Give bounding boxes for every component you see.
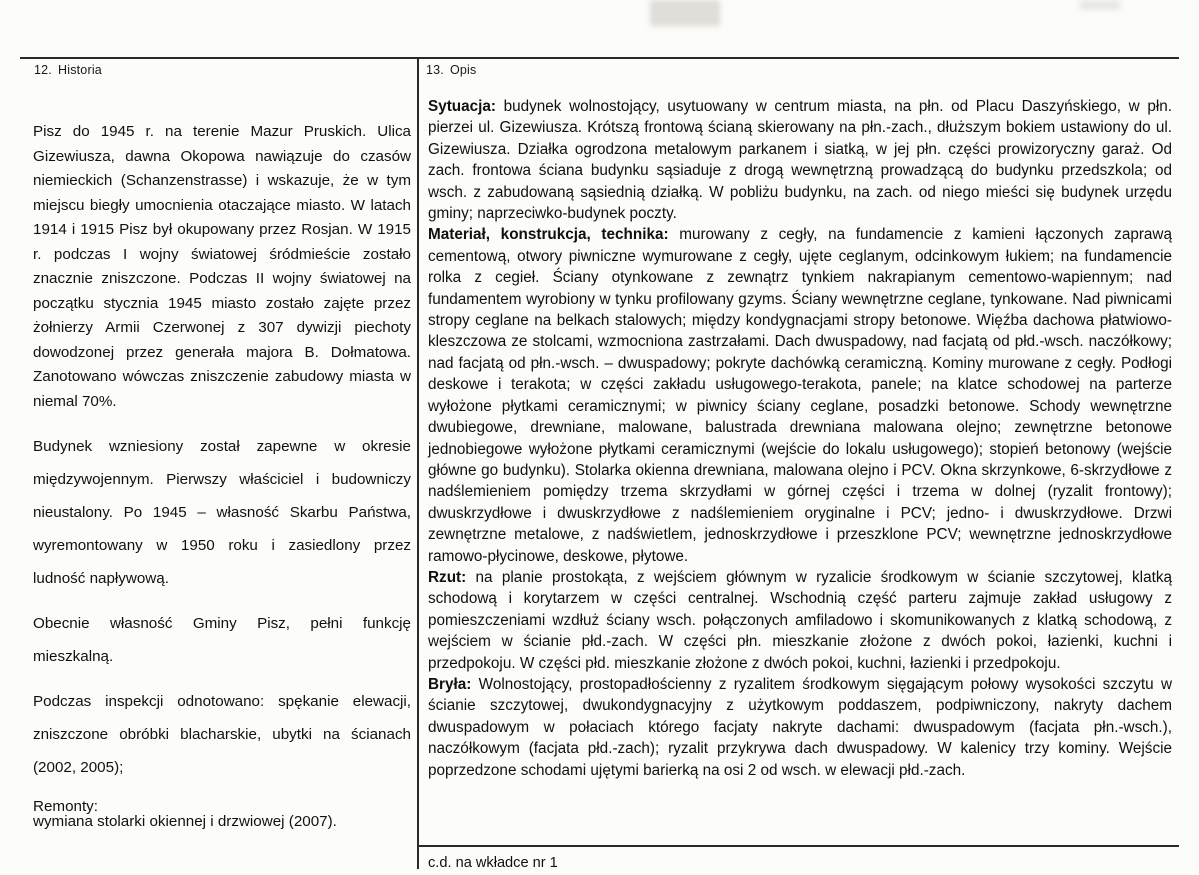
left-section-title: Historia xyxy=(57,63,102,77)
scan-smudge xyxy=(650,0,720,26)
block-heading-situation: Sytuacja: xyxy=(428,98,497,115)
right-column-header xyxy=(426,63,477,77)
renovations-entry: wymiana stolarki okiennej i drzwiowej (2007). xyxy=(33,813,337,830)
left-section-number: 12. xyxy=(34,63,52,77)
scan-smudge-secondary xyxy=(1080,0,1120,10)
header-rule-right xyxy=(419,57,1179,59)
column-divider xyxy=(417,57,419,869)
block-heading-material: Materiał, konstrukcja, technika: xyxy=(428,226,669,244)
history-paragraph: Budynek wzniesiony został zapewne w okresie międzywojennym. Pierwszy właściciel i budowniczy nieustalony. Po 1945 – własność Skarbu Państwa, wyremontowany w 1950 roku i zasiedlony przez ludność napływową. xyxy=(33,438,411,587)
description-block-plan xyxy=(428,567,1172,674)
history-paragraph: Obecnie własność Gminy Pisz, pełni funkcję mieszkalną. xyxy=(33,615,411,665)
block-text-plan: na planie prostokąta, z wejściem głównym w ryzalicie środkowym w ścianie szczytowej, klatką schodową i korytarzem w części centralnej. Wschodnią część parteru zajmuje zakład usługowy z pomieszczeniami wzdłuż ściany wsch. połączonych amfiladowo i skomunikowanych z klatką schodową, z wejściem w ścianie płd.-zach. W części płn. mieszkanie złożone z dwóch pokoi, łazienki, kuchni i przedpokoju. W części płd. mieszkanie złożone z dwóch pokoi, kuchni, łazienki i przedpokoju. xyxy=(428,568,1172,672)
history-paragraph: Podczas inspekcji odnotowano: spękanie elewacji, zniszczone obróbki blacharskie, ubytki na ścianach (2002, 2005); xyxy=(33,693,411,776)
renovations-label: Remonty: xyxy=(33,798,98,815)
description-block-situation xyxy=(428,96,1172,224)
right-section-number: 13. xyxy=(426,63,444,77)
header-rule-left xyxy=(20,57,418,59)
block-text-material: murowany z cegły, na fundamencie z kamieni łączonych zaprawą cementową, otwory piwniczne wymurowane z cegły, ujęte ceglanym, odcinkowym łukiem; na fundamencie rolka z cegieł. Ściany otynkowane z zewnątrz tynkiem nakrapianym cementowo-wapiennym; nad fundamentem wyrobiony w tynku profilowany gzyms. Ściany wewnętrzne ceglane, tynkowane. Nad piwnicami stropy ceglane na belkach stalowych; między kondygnacjami stropy betonowe. Więźba dachowa płatwiowo-kleszczowa ze stolcami, wzmocniona zastrzałami. Dach dwuspadowy, nad facjatą od płd.-wsch. naczółkowy; nad facjatą od płn.-wsch. – dwuspadowy; pokryte dachówką ceramiczną. Kominy murowane z cegły. Podłogi deskowe i terakota; w części zakładu usługowego-terakota, panele; na klatce schodowej na parterze wyłożone płytkami ceramicznymi; w piwnicy ściany ceglane, posadzki betonowe. Schody wewnętrzne dwubiegowe, drewniane, malowane, balustrada drewniana malowana olejno; zewnętrzne betonowe jednobiegowe wyłożone płytkami ceramicznymi (wejście do lokalu usługowego); stopień betonowy (wejście główne go budynku). Stolarka okienna drewniana, malowana olejno i PCV. Okna skrzynkowe, 6-skrzydłowe z nadślemieniem pomiędzy trzema skrzydłami w górnej części i trzema w dolnej (ryzalit frontowy); dwuskrzydłowe i dwuskrzydłowe z nadślemieniem oryginalne i PCV; jedno- i dwuskrzydłowe. Drzwi zewnętrzne metalowe, z nadświetlem, jednoskrzydłowe i przeszklone PCV; wewnętrzne jednoskrzydłowe ramowo-płycinowe, deskowe, płytowe. xyxy=(428,226,1172,565)
description-block-material xyxy=(428,224,1172,567)
left-column-header xyxy=(34,63,102,77)
history-paragraph: Pisz do 1945 r. na terenie Mazur Pruskich. Ulica Gizewiusza, dawna Okopowa nawiązuje do czasów niemieckich (Schanzenstrasse) i wskazuje, że w tym miejscu biegły umocnienia otaczające miasto. W latach 1914 i 1915 Pisz był okupowany przez Rosjan. W 1915 r. podczas I wojny światowej śródmieście zostało znacznie zniszczone. Podczas II wojny światowej na początku stycznia 1945 miasto zostało zajęte przez żołnierzy Armii Czerwonej z 307 dywizji piechoty dowodzonej przez generała majora B. Dołmatowa. Zanotowano wówczas zniszczenie zabudowy miasta w niemal 70%. xyxy=(33,123,411,410)
description-column xyxy=(428,96,1172,781)
footer-rule-right xyxy=(419,845,1179,847)
right-section-title: Opis xyxy=(449,63,477,77)
history-column xyxy=(33,120,411,848)
block-text-massing: Wolnostojący, prostopadłościenny z ryzalitem środkowym sięgającym połowy wysokości szczytu w ścianie szczytowej, dwukondygnacyjny z użytkowym poddaszem, podpiwniczony, nakryty dachem dwuspadowym w połaciach którego facjaty nakryte dachami: dwuspadowym (facjata płn.-wsch.), naczółkowym (facjata płd.-zach); ryzalit przykrywa dach dwuspadowy. W kalenicy trzy kominy. Wejście poprzedzone schodami ujętymi barierką na osi 2 od wsch. w elewacji płd.-zach. xyxy=(428,675,1172,779)
block-heading-massing: Bryła: xyxy=(428,675,472,693)
description-block-massing xyxy=(428,674,1172,781)
block-text-situation: budynek wolnostojący, usytuowany w centrum miasta, na płn. od Placu Daszyńskiego, w płn. pierzei ul. Gizewiusza. Krótszą frontową ścianą skierowany na płn.-zach., dłuższym bokiem ustawiony do ul. Gizewiusza. Działka ogrodzona metalowym parkanem i siatką, w jej płn. części prowizoryczny garaż. Od zach. frontowa ściana budynku sąsiaduje z drogą wewnętrzną prowadzącą do budynku przedszkola; od wsch. z zabudowaną sąsiednią działką. W pobliżu budynku, na zach. od niego mieści się budynek urzędu gminy; naprzeciwko-budynek poczty. xyxy=(428,98,1172,223)
block-heading-plan: Rzut: xyxy=(428,568,467,586)
continuation-note: c.d. na wkładce nr 1 xyxy=(428,855,558,871)
